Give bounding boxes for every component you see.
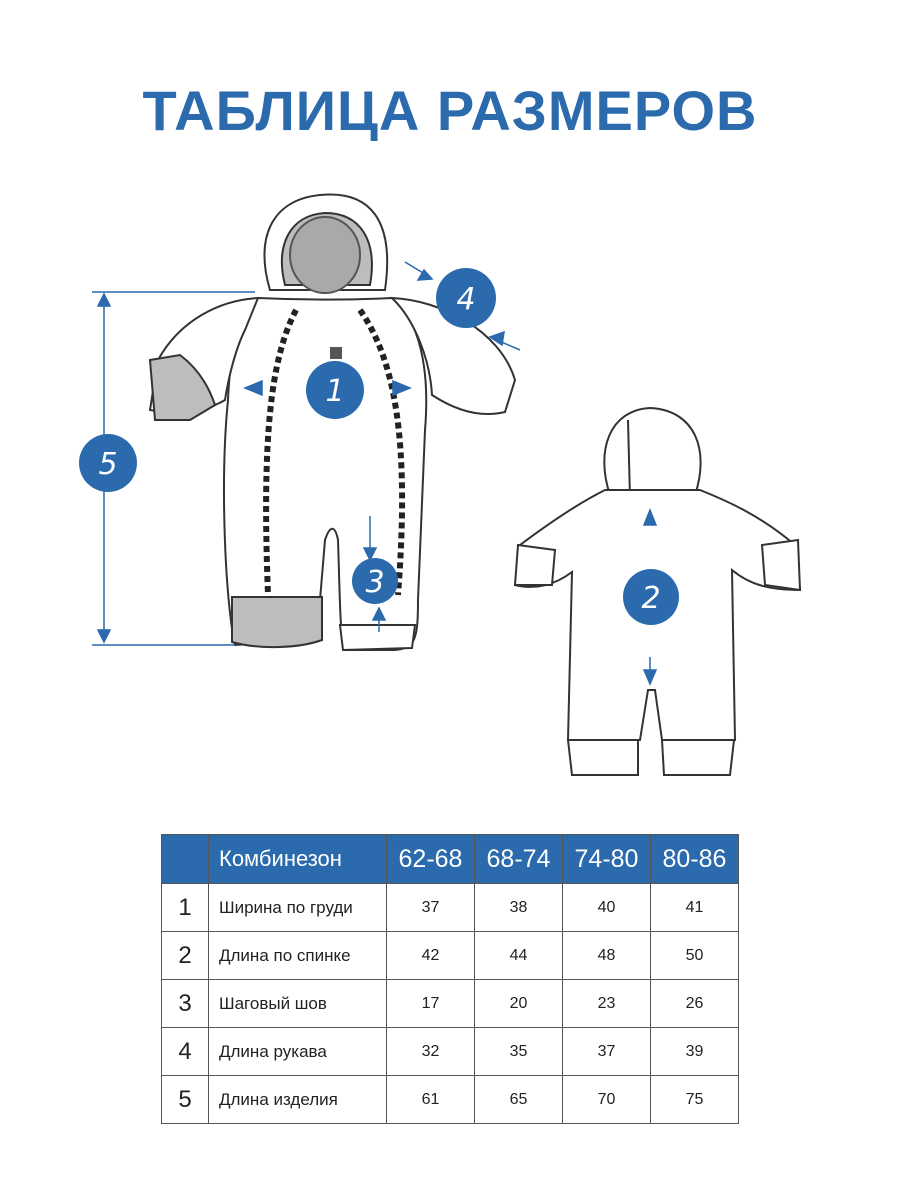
table-cell: 42 (387, 932, 475, 980)
badge-5 (79, 434, 137, 492)
row-label: Длина изделия (209, 1076, 387, 1124)
table-cell: 32 (387, 1028, 475, 1076)
badge-4 (436, 268, 496, 328)
header-cell-size-62-68: 62-68 (387, 835, 475, 884)
header-cell-size-80-86: 80-86 (651, 835, 739, 884)
table-row (162, 884, 739, 932)
front-view-drawing (150, 194, 515, 650)
size-table-header (162, 835, 739, 884)
row-label: Ширина по груди (209, 884, 387, 932)
row-number: 3 (162, 980, 209, 1028)
row-number: 5 (162, 1076, 209, 1124)
table-cell: 48 (563, 932, 651, 980)
svg-text:3: 3 (365, 565, 385, 600)
size-table (161, 834, 739, 1124)
badge-1 (306, 361, 364, 419)
table-cell: 61 (387, 1076, 475, 1124)
table-cell: 17 (387, 980, 475, 1028)
badge-2 (623, 569, 679, 625)
badge-3 (352, 558, 398, 604)
svg-text:1: 1 (325, 374, 345, 409)
table-cell: 37 (563, 1028, 651, 1076)
row-number: 1 (162, 884, 209, 932)
table-row (162, 1028, 739, 1076)
row-label: Шаговый шов (209, 980, 387, 1028)
table-cell: 40 (563, 884, 651, 932)
page-title: ТАБЛИЦА РАЗМЕРОВ (142, 79, 758, 142)
table-cell: 41 (651, 884, 739, 932)
svg-text:5: 5 (98, 447, 118, 482)
table-cell: 23 (563, 980, 651, 1028)
table-cell: 37 (387, 884, 475, 932)
table-row (162, 932, 739, 980)
row-number: 4 (162, 1028, 209, 1076)
header-cell-product: Комбинезон (209, 835, 387, 884)
table-cell: 75 (651, 1076, 739, 1124)
table-cell: 70 (563, 1076, 651, 1124)
table-cell: 38 (475, 884, 563, 932)
row-label: Длина рукава (209, 1028, 387, 1076)
table-cell: 50 (651, 932, 739, 980)
table-cell: 44 (475, 932, 563, 980)
row-label: Длина по спинке (209, 932, 387, 980)
table-cell: 26 (651, 980, 739, 1028)
table-cell: 39 (651, 1028, 739, 1076)
svg-text:2: 2 (641, 581, 661, 616)
table-cell: 65 (475, 1076, 563, 1124)
table-row (162, 980, 739, 1028)
svg-text:4: 4 (456, 282, 476, 317)
table-row (162, 1076, 739, 1124)
table-cell: 20 (475, 980, 563, 1028)
row-number: 2 (162, 932, 209, 980)
table-cell: 35 (475, 1028, 563, 1076)
header-cell-index (162, 835, 209, 884)
header-cell-size-74-80: 74-80 (563, 835, 651, 884)
header-cell-size-68-74: 68-74 (475, 835, 563, 884)
